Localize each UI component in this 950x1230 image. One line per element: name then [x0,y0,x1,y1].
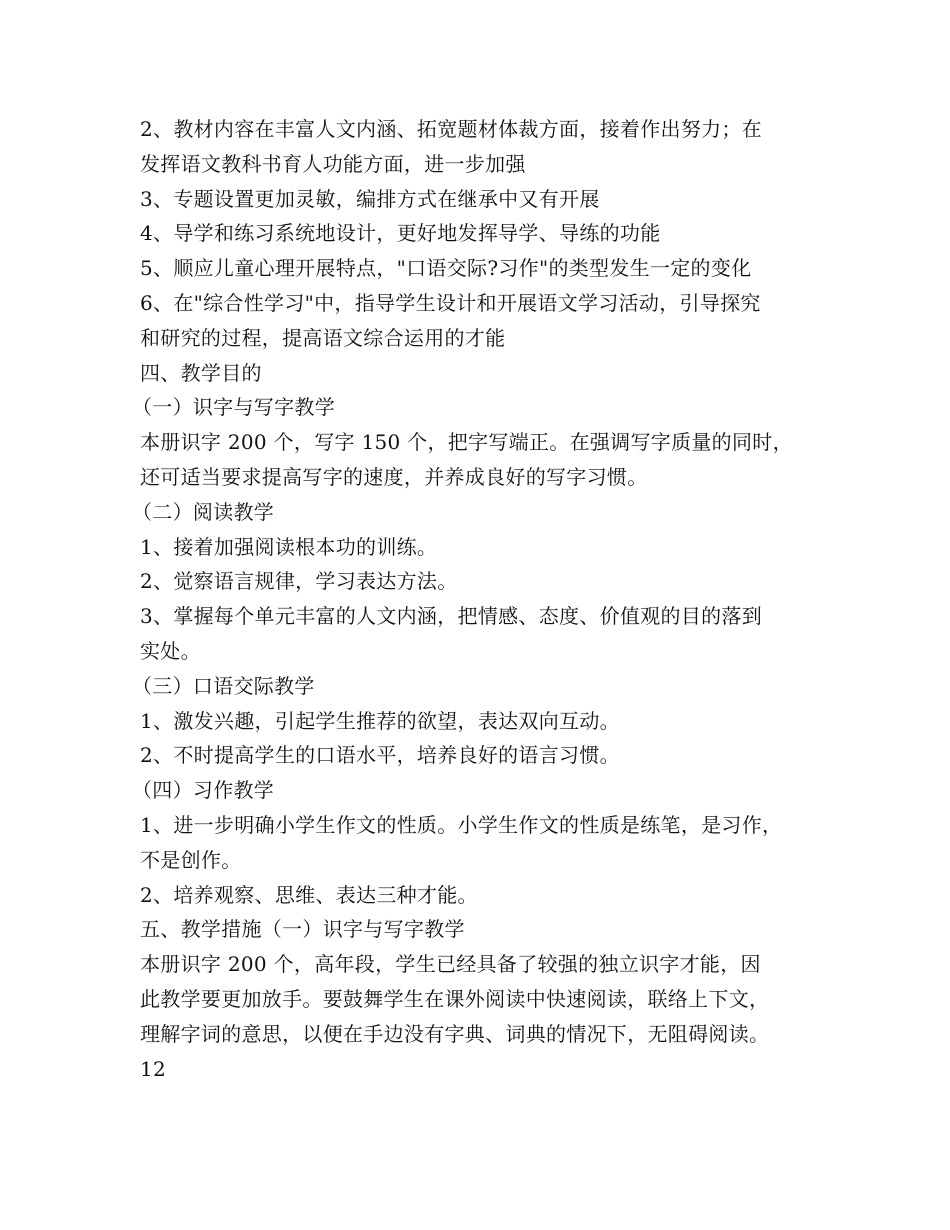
subsection-heading: （一）识字与写字教学 [132,395,335,420]
text-line: 2、不时提高学生的口语水平，培养良好的语言习惯。 [140,743,620,768]
section-heading: 五、教学措施（一）识字与写字教学 [140,917,465,942]
text-line: 1、进一步明确小学生作文的性质。小学生作文的性质是练笔，是习作， [140,812,783,837]
subsection-heading: （二）阅读教学 [132,499,275,524]
section-heading: 四、教学目的 [140,360,262,385]
text-line: 和研究的过程，提高语文综合运用的才能 [140,325,506,350]
text-line: 不是创作。 [140,847,242,872]
text-line: 本册识字 200 个，写字 150 个，把字写端正。在强调写字质量的同时， [140,430,793,455]
text-line: 1、接着加强阅读根本功的训练。 [140,534,438,559]
text-line: 理解字词的意思，以便在手边没有字典、词典的情况下，无阻碍阅读。 [140,1021,770,1046]
document-body [132,112,830,1086]
text-line: 2、教材内容在丰富人文内涵、拓宽题材体裁方面，接着作出努力；在 [140,117,763,141]
text-line: 本册识字 200 个，高年段，学生已经具备了较强的独立识字才能，因 [140,952,761,977]
text-line: 4、导学和练习系统地设计，更好地发挥导学、导练的功能 [140,221,661,246]
text-line: 实处。 [140,638,201,663]
text-line: 发挥语文教科书育人功能方面，进一步加强 [140,151,526,176]
text-line: 此教学要更加放手。要鼓舞学生在课外阅读中快速阅读，联络上下文， [140,986,770,1011]
text-line: 6、在"综合性学习"中，指导学生设计和开展语文学习活动，引导探究 [140,290,761,315]
text-line: 还可适当要求提高写字的速度，并养成良好的写字习惯。 [140,464,648,489]
text-line: 2、培养观察、思维、表达三种才能。 [140,882,478,907]
text-line: 5、顺应儿童心理开展特点，"口语交际?习作"的类型发生一定的变化 [140,256,752,281]
page-number: 12 [140,1056,167,1081]
subsection-heading: （三）口语交际教学 [132,673,315,698]
subsection-heading: （四）习作教学 [132,778,275,803]
text-line: 3、专题设置更加灵敏，编排方式在继承中又有开展 [140,186,600,211]
text-line: 1、激发兴趣，引起学生推荐的欲望，表达双向互动。 [140,708,620,733]
text-line: 2、觉察语言规律，学习表达方法。 [140,569,458,594]
text-line: 3、掌握每个单元丰富的人文内涵，把情感、态度、价值观的目的落到 [140,604,763,629]
